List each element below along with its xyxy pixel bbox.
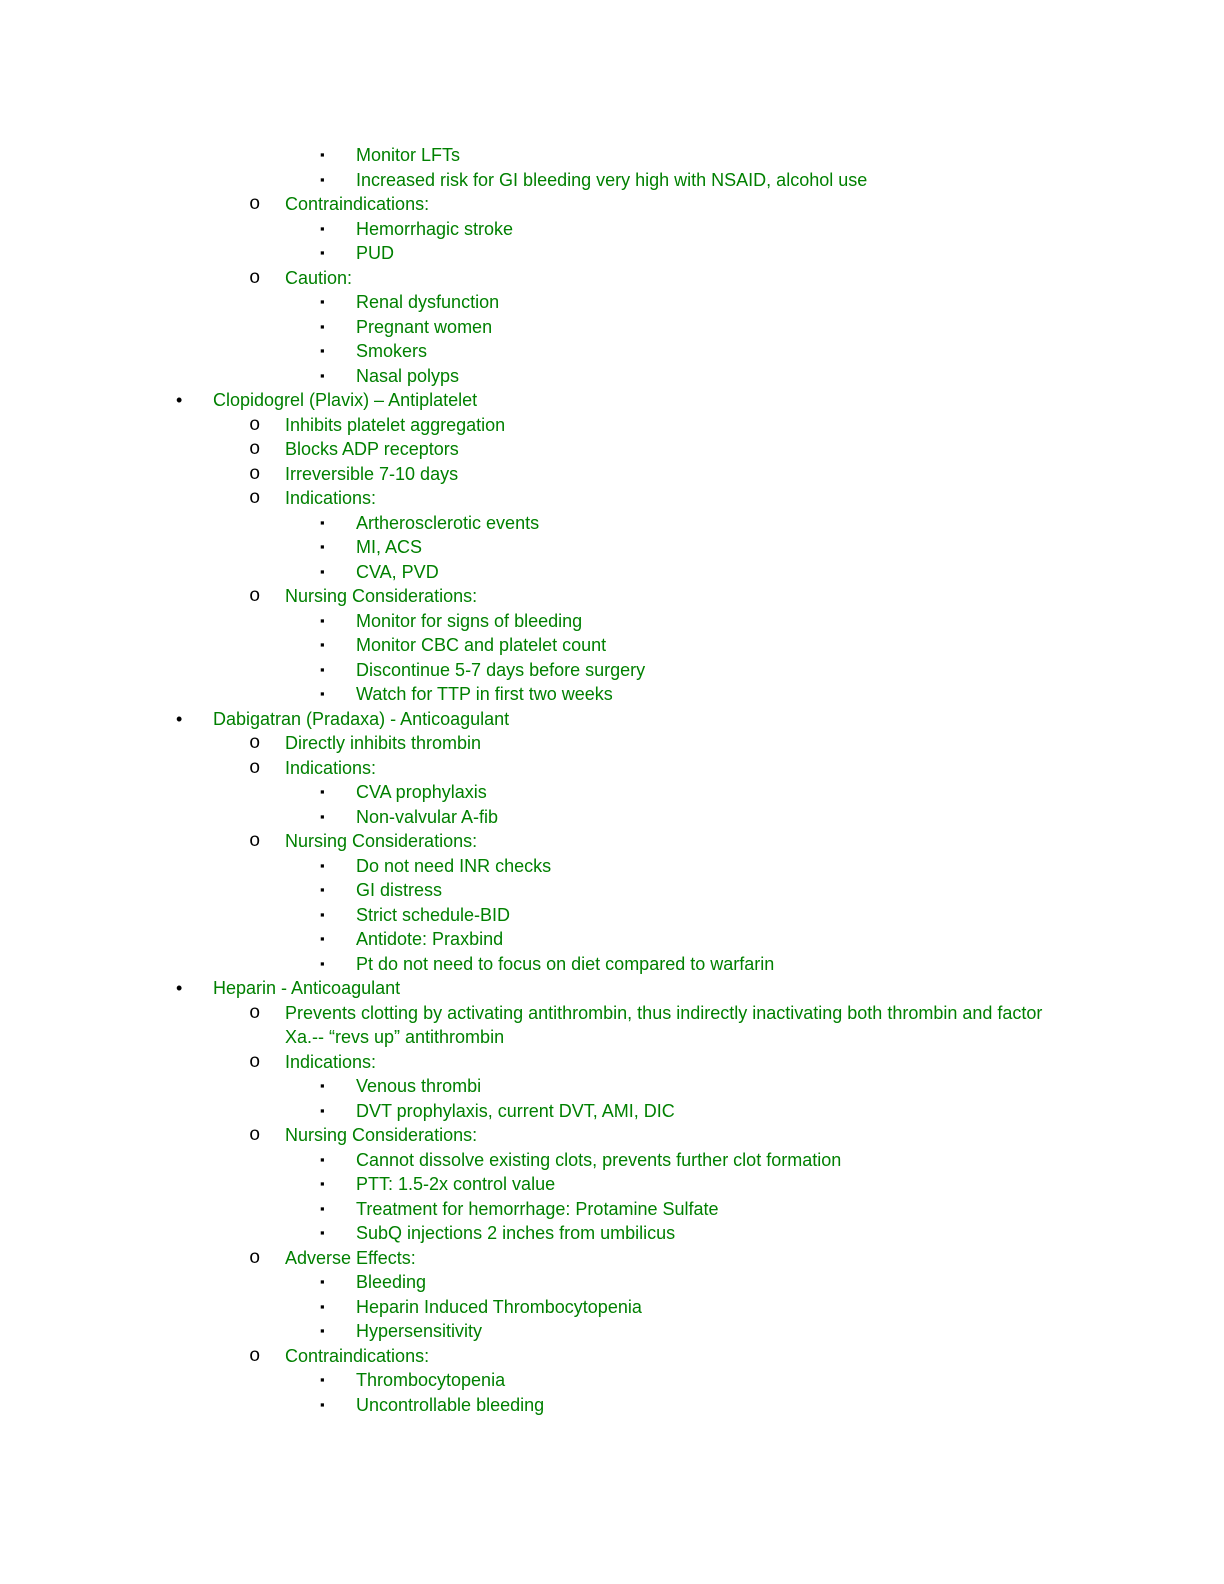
- square-bullet-icon: ▪: [320, 1298, 325, 1314]
- circle-bullet-icon: o: [249, 266, 261, 289]
- outline-item-text: Watch for TTP in first two weeks: [356, 684, 613, 704]
- square-bullet-icon: ▪: [320, 147, 325, 162]
- outline-item-text: Monitor CBC and platelet count: [356, 635, 607, 655]
- outline-item-text: Increased risk for GI bleeding very high with NSAID, alcohol use: [356, 169, 868, 190]
- square-bullet-icon: ▪: [320, 931, 325, 946]
- square-bullet-icon: ▪: [320, 1151, 325, 1167]
- square-bullet-icon: ▪: [320, 539, 325, 554]
- outline-item-text: Discontinue 5-7 days before surgery: [356, 659, 646, 680]
- outline-item-text: Indications:: [285, 757, 377, 778]
- outline-item-text: PTT: 1.5-2x control value: [356, 1174, 556, 1194]
- circle-bullet-icon: o: [249, 487, 261, 509]
- outline-item-text: Adverse Effects:: [285, 1247, 416, 1268]
- outline-item-text: Non-valvular A-fib: [356, 806, 499, 827]
- outline-item-text: Pt do not need to focus on diet compared to warfarin: [356, 953, 775, 974]
- square-bullet-icon: ▪: [320, 955, 325, 971]
- outline-item-text: Inhibits platelet aggregation: [285, 414, 506, 435]
- square-bullet-icon: ▪: [320, 1176, 325, 1191]
- square-bullet-icon: ▪: [320, 808, 325, 824]
- outline-item-text: Blocks ADP receptors: [285, 439, 459, 459]
- outline-item-text: Indications:: [285, 1051, 377, 1072]
- square-bullet-icon: ▪: [320, 220, 325, 236]
- outline-item-text: Nursing Considerations:: [285, 1125, 478, 1145]
- square-bullet-icon: ▪: [320, 318, 325, 334]
- round-bullet-icon: •: [176, 708, 183, 729]
- square-bullet-icon: ▪: [320, 514, 325, 530]
- outline-item-text: Heparin - Anticoagulant: [213, 978, 401, 998]
- square-bullet-icon: ▪: [320, 367, 325, 383]
- outline-item-text: SubQ injections 2 inches from umbilicus: [356, 1223, 676, 1243]
- square-bullet-icon: ▪: [320, 784, 325, 799]
- square-bullet-icon: ▪: [320, 1102, 325, 1118]
- outline-item-text: Bleeding: [356, 1272, 427, 1292]
- square-bullet-icon: ▪: [320, 1274, 325, 1289]
- outline-item-text: Hemorrhagic stroke: [356, 218, 514, 239]
- round-bullet-icon: •: [176, 390, 183, 410]
- outline-item-text: Smokers: [356, 341, 428, 361]
- outline-item-text: Nasal polyps: [356, 365, 460, 386]
- square-bullet-icon: ▪: [320, 637, 325, 652]
- outline-item-text: Do not need INR checks: [356, 855, 552, 876]
- outline-item-text: Uncontrollable bleeding: [356, 1394, 545, 1415]
- outline-item-text: Nursing Considerations:: [285, 831, 478, 851]
- outline-item-text: PUD: [356, 243, 395, 263]
- square-bullet-icon: ▪: [320, 882, 325, 897]
- outline-item-text: Contraindications:: [285, 194, 430, 214]
- outline-item-text: Irreversible 7-10 days: [285, 463, 459, 484]
- circle-bullet-icon: o: [249, 193, 261, 215]
- circle-bullet-icon: o: [249, 1001, 261, 1024]
- outline-item-text: Prevents clotting by activating antithrombin, thus indirectly inactivating both thrombin and factor: [285, 1002, 1043, 1023]
- circle-bullet-icon: o: [249, 756, 261, 779]
- circle-bullet-icon: o: [249, 1344, 261, 1367]
- outline-item-text: Pregnant women: [356, 316, 493, 337]
- outline-item-text: Contraindications:: [285, 1345, 430, 1366]
- square-bullet-icon: ▪: [320, 343, 325, 358]
- outline-item-text: Clopidogrel (Plavix) – Antiplatelet: [213, 390, 478, 410]
- outline-item-text: CVA, PVD: [356, 561, 439, 582]
- outline-item-text: Strict schedule-BID: [356, 904, 511, 925]
- outline-item-text: Treatment for hemorrhage: Protamine Sulfate: [356, 1198, 719, 1219]
- outline-item-text: Caution:: [285, 267, 353, 288]
- outline-item-text: Nursing Considerations:: [285, 586, 478, 606]
- square-bullet-icon: ▪: [320, 1078, 325, 1093]
- outline-item-text: Thrombocytopenia: [356, 1370, 506, 1390]
- outline-item-text: GI distress: [356, 880, 443, 900]
- square-bullet-icon: ▪: [320, 294, 325, 309]
- outline-item-text: Heparin Induced Thrombocytopenia: [356, 1296, 642, 1317]
- square-bullet-icon: ▪: [320, 1372, 325, 1387]
- outline-item-text: Renal dysfunction: [356, 292, 500, 312]
- circle-bullet-icon: o: [249, 1050, 261, 1073]
- square-bullet-icon: ▪: [320, 612, 325, 628]
- outline-item-text: MI, ACS: [356, 537, 423, 557]
- circle-bullet-icon: o: [249, 585, 261, 607]
- square-bullet-icon: ▪: [320, 1225, 325, 1240]
- outline-item-text: Indications:: [285, 488, 377, 508]
- square-bullet-icon: ▪: [320, 661, 325, 677]
- round-bullet-icon: •: [176, 978, 183, 998]
- square-bullet-icon: ▪: [320, 1200, 325, 1216]
- outline-item-text: Directly inhibits thrombin: [285, 733, 482, 753]
- square-bullet-icon: ▪: [320, 1396, 325, 1412]
- square-bullet-icon: ▪: [320, 906, 325, 922]
- square-bullet-icon: ▪: [320, 686, 325, 701]
- circle-bullet-icon: o: [249, 438, 261, 460]
- circle-bullet-icon: o: [249, 830, 261, 852]
- square-bullet-icon: ▪: [320, 1323, 325, 1338]
- outline-item-text: CVA prophylaxis: [356, 782, 487, 802]
- square-bullet-icon: ▪: [320, 857, 325, 873]
- square-bullet-icon: ▪: [320, 245, 325, 260]
- outline-item-text: Artherosclerotic events: [356, 512, 540, 533]
- circle-bullet-icon: o: [249, 462, 261, 485]
- outline-item-text: Monitor LFTs: [356, 145, 461, 165]
- square-bullet-icon: ▪: [320, 563, 325, 579]
- outline-item-text: Xa.-- “revs up” antithrombin: [285, 1027, 505, 1047]
- circle-bullet-icon: o: [249, 1124, 261, 1146]
- outline-item-text: Monitor for signs of bleeding: [356, 610, 583, 631]
- outline-item-text: Dabigatran (Pradaxa) - Anticoagulant: [213, 708, 510, 729]
- outline-item-text: Antidote: Praxbind: [356, 929, 504, 949]
- outline-item-text: DVT prophylaxis, current DVT, AMI, DIC: [356, 1100, 675, 1121]
- outline-item-text: Cannot dissolve existing clots, prevents further clot formation: [356, 1149, 842, 1170]
- circle-bullet-icon: o: [249, 1246, 261, 1269]
- circle-bullet-icon: o: [249, 413, 261, 436]
- outline-item-text: Venous thrombi: [356, 1076, 482, 1096]
- circle-bullet-icon: o: [249, 732, 261, 754]
- square-bullet-icon: ▪: [320, 171, 325, 187]
- outline-item-text: Hypersensitivity: [356, 1321, 483, 1341]
